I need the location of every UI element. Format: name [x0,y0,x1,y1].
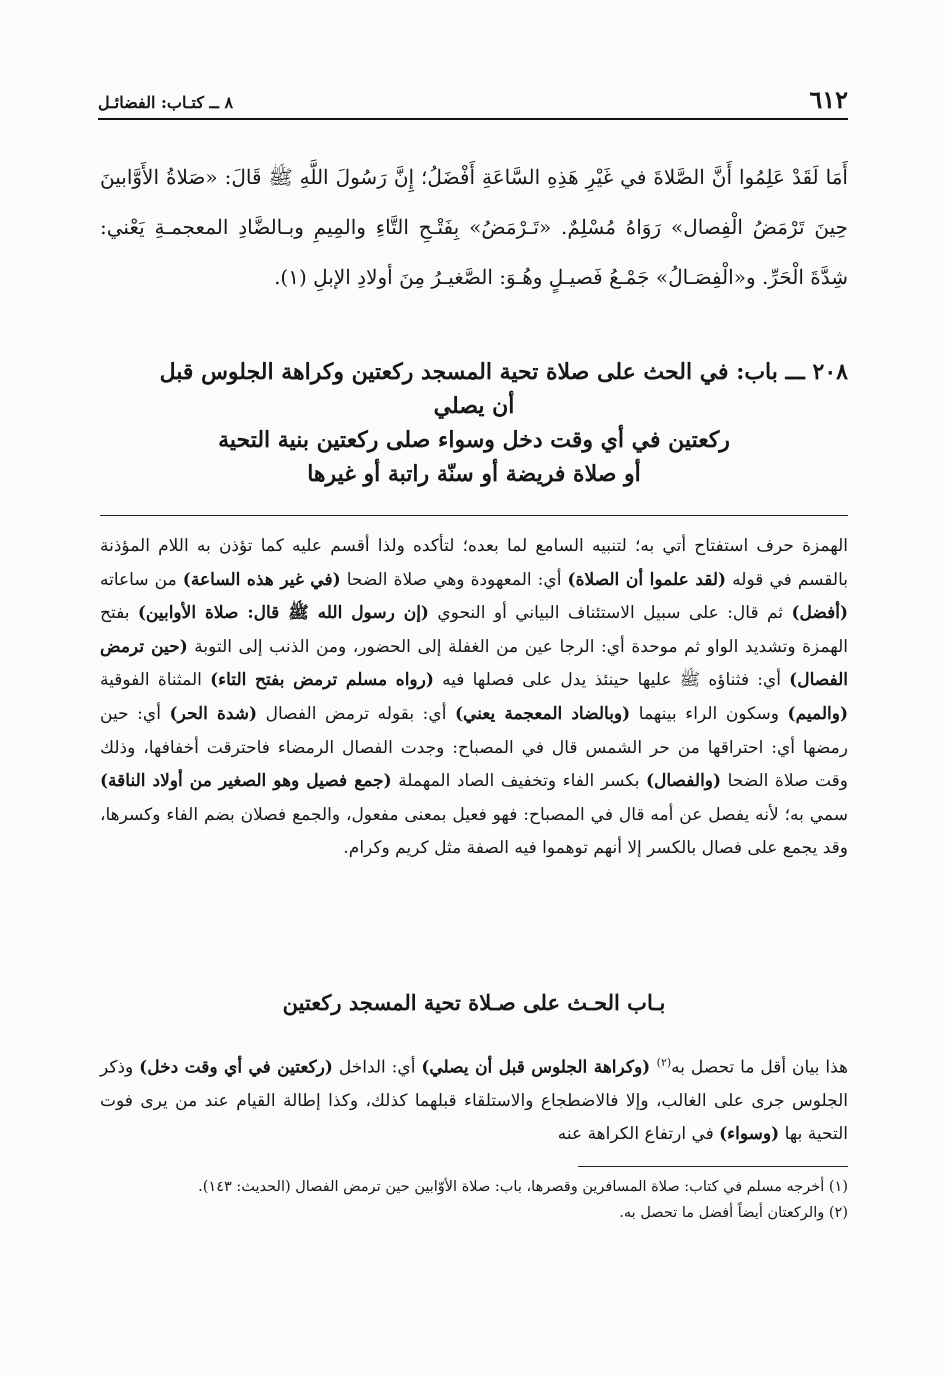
chapter-title-line-1: ٢٠٨ ـــ باب: في الحث على صلاة تحية المسجد ركعتين وكراهة الجلوس قبل [159,359,848,385]
footnote-1: (١) أخرجه مسلم في كتاب: صلاة المسافرين وقصرها، باب: صلاة الأوّابين حين ترمض الفصال (الحديث: ١٤٣). [198,1179,848,1195]
commentary-text: وسكون الراء بينهما [630,703,788,724]
page-number: ٦١٢ [809,85,848,114]
commentary-text: أي: حين رمضها أي: احتراقها من حر الشمس قال في المصباح: وجدت الفصال الرمضاء فاحترقت أخفافها، وذلك وقت صلاة الضحا [100,703,848,792]
running-title: ٨ ــ كتـاب: الفضائـل [98,93,234,112]
hadith-text: أَمَا لَقَدْ عَلِمُوا أَنَّ الصَّلاةَ في غَيْرِ هَذِهِ السَّاعَةِ أَفْضَلُ؛ إِنَّ رَسُولَ اللَّهِ ﷺ قَالَ: «صَلاةُ الأَوَّابينَ حِينَ تَرْمَضُ الْفِصال» رَوَاهُ مُسْلِمٌ. «تَـرْمَضُ» بِفَتْـحِ التَّاءِ والمِيمِ وبـالضَّادِ المعجمـةِ يَعْني: شِدَّةَ الْحَرِّ. و«الْفِصَـالُ» جَمْـعُ فَصيـلٍ وهُـوَ: الصَّغيـرُ مِنَ أولادِ الإبلِ (١). [100,165,848,289]
commentary-paragraph [100,530,848,866]
commentary-quote: (والفصال) [645,771,722,792]
commentary-quote: (وكراهة الجلوس قبل أن يصلي) [421,1057,657,1078]
commentary-quote: (أفضل) [791,603,848,624]
commentary-text: بفتح الهمزة وتشديد الواو ثم موحدة أي: الرجا عين من الغفلة إلى الحضور، ومن الذنب إلى التوبة [100,603,848,657]
commentary-quote: (وبالضاد المعجمة يعني) [455,703,631,724]
commentary-text: بكسر الفاء وتخفيف الصاد المهملة [391,771,646,792]
commentary-text: أي: المعهودة وهي صلاة الضحا [340,569,568,590]
chapter-title-line-3: ركعتين في أي وقت دخل وسواء صلى ركعتين بنية التحية [218,427,730,453]
commentary-quote: (والميم) [787,703,849,724]
commentary-quote: (إن رسول الله ﷺ قال: صلاة الأوابين) [137,603,429,624]
footnotes [100,1174,848,1226]
commentary-quote: (جمع فصيل وهو الصغير من أولاد الناقة) [100,771,392,792]
commentary-text: ثم قال: على سبيل الاستئناف البياني أو النحوي [428,603,792,624]
page-header [98,84,848,120]
chapter-title-line-4: أو صلاة فريضة أو سنّة راتبة أو غيرها [307,461,641,487]
commentary-text: المثناة الفوقية [100,670,211,691]
commentary-text: وذكر الجلوس جرى على الغالب، وإلا فالاضطجاع والاستلقاء قبلهما كذلك، وكذا إطالة القيام عند من يرى فوت التحية بها [100,1057,848,1144]
commentary-text: في ارتفاع الكراهة عنه [557,1123,720,1144]
commentary-quote: (حين ترمض الفصال) [100,636,848,691]
commentary-quote: (وسواء) [719,1123,780,1144]
commentary-quote: (لقد علموا أن الصلاة) [567,569,727,590]
commentary-divider [100,515,848,516]
commentary-text: سمي به؛ لأنه يفصل عن أمه قال في المصباح: فهو فعيل بمعنى مفعول، والجمع فصلان بضم الفاء وكسرها، وقد يجمع على فصال بالكسر إلا أنهم توهموا فيه الصفة مثل كريم وكرام. [100,804,848,859]
commentary-text: الهمزة حرف استفتاح أتي به؛ لتنبيه السامع لما بعده؛ لتأكده ولذا أقسم عليه كما تؤذن به اللام المؤذنة بالقسم في قوله [100,536,849,590]
chapter-title [100,355,848,491]
commentary-quote: (رواه مسلم ترمض بفتح التاء) [210,670,434,691]
commentary-text: أي: فثناؤه ﷺ عليها حينئذ يدل على فصلها فيه [433,670,790,691]
footnote-divider [578,1166,848,1167]
commentary-text: هذا بيان أقل ما تحصل به [671,1057,848,1078]
section-heading: بـاب الحـث على صـلاة تحية المسجد ركعتين [282,990,666,1015]
footnote-2: (٢) والركعتان أيضاً أفضل ما تحصل به. [619,1205,848,1221]
commentary-paragraph-2 [100,1046,848,1151]
commentary-text: أي: الداخل [332,1057,422,1078]
commentary-text: أي: بقوله ترمض الفصال [257,703,456,724]
commentary-quote: (في غير هذه الساعة) [182,569,341,590]
commentary-quote: (شدة الحر) [169,703,258,724]
commentary-quote: (ركعتين في أي وقت دخل) [139,1057,333,1078]
chapter-title-line-2: أن يصلي [433,393,515,419]
commentary-text: من ساعاته [100,569,183,590]
footnote-marker: (٢) [656,1056,672,1069]
